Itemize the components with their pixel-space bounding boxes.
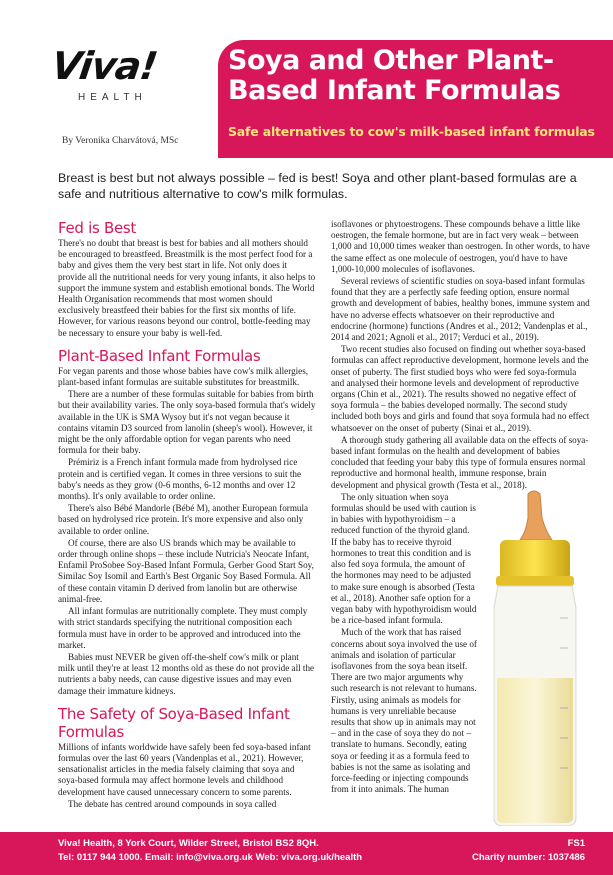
section-heading: The Safety of Soya-Based Infant Formulas xyxy=(58,704,290,741)
paragraph: The only situation when soya formulas should be used with caution is in babies with hypothyroidism – a reduced function of the thyroid gland. If the baby has to receive thyroid hormones to treat this condition and is also fed soya formula, the amount of the hormones may need to be adjusted to make sure enough is absorbed (Testa et al., 2018). Another safe option for a vegan baby with hypothyroidism would be a rice-based infant formula. xyxy=(331,491,477,626)
paragraph: There are a number of these formulas suitable for babies from birth but their availability varies. The only soya-based formula that's widely available in the UK is SMA Wysoy but it's not vegan because it contains vitamin D3 sourced from lanolin (sheep's wool). However, it might be the only affordable option for vegan parents who need formula for their baby. xyxy=(58,389,316,456)
section-safety xyxy=(58,705,316,810)
section-plant-based xyxy=(58,347,316,697)
paragraph: Of course, there are also US brands which may be available to order through online shops – these include Nutricia's Neocate Infant, Enfamil ProSobee Soy-Based Infant Formula, Gerber Good Start Soy, Similac Soy Isomil and Earth's Best Organic Soy Based Formula. All of these contain vitamin D derived from lanolin but are otherwise animal-free. xyxy=(58,537,314,604)
paragraph: For vegan parents and those whose babies have cow's milk allergies, plant-based infant formulas are suitable substitutes for breastmilk. xyxy=(58,365,309,388)
paragraph: isoflavones or phytoestrogens. These compounds behave a little like oestrogen, the female hormone, but are in fact very weak – between 1,000 and 10,000 times weaker than oestrogen. In other words, to have the same effect as one molecule of oestrogen, you'd have to have 1,000-10,000 molecules of isoflavones. xyxy=(331,219,590,274)
footer-charity-number: Charity number: 1037486 xyxy=(472,852,585,863)
paragraph: Two recent studies also focused on finding out whether soya-based formulas can affect reproductive development, hormone levels and the onset of puberty. The first studied boys who were fed soya-formula and analysed their hormone levels and development of reproductive organs (Chin et al., 2021). The results showed no negative effect of soya formula – the babies developed normally. The second study included both boys and girls and found that soya formula had no effect whatsoever on the onset of puberty (Sinai et al., 2019). xyxy=(331,344,590,433)
paragraph: There's no doubt that breast is best for babies and all mothers should be encouraged to breastfeed. Breastmilk is the most perfect food for a baby and gives them the very best start in life. Not only does it provide all the nutritional needs for very young infants, it also helps to support the immune system and establish emotional bonds. The World Health Organisation recommends that most women should exclusively breastfeed their babies for the first six months of life. However, for various reasons beyond our control, bottle-feeding may be necessary to ensure your baby is well-fed. xyxy=(58,238,316,338)
section-fed-is-best xyxy=(58,219,316,339)
paragraph: A thorough study gathering all available data on the effects of soya-based infant formulas on the health and development of babies concluded that feeding your baby this type of formula ensures normal reproductive and hormonal health, immune response, brain development and physical growth (Testa et al., 2018). xyxy=(331,434,589,490)
section-heading: Plant-Based Infant Formulas xyxy=(58,346,261,365)
paragraph: The debate has centred around compounds in soya called xyxy=(68,798,277,809)
section-heading: Fed is Best xyxy=(58,219,136,237)
paragraph: Much of the work that has raised concerns about soya involved the use of animals and isolation of particular isoflavones from the soya bean itself. There are two major arguments why such research is not relevant to humans. Firstly, using animals as models for humans is very unreliable because results that show up in animals may not – and in the case of soya they do not – translate to humans. Secondly, eating soya or feeding it as a formula feed to babies is not the same as isolating and force-feeding or injecting compounds from it into animals. The human xyxy=(331,627,477,795)
baby-bottle-image xyxy=(470,488,600,826)
paragraph: All infant formulas are nutritionally complete. They must comply with strict standards specifying the nutritional composition each formula must have in order to be approved and introduced into the market. xyxy=(58,606,308,650)
footer-contact: Tel: 0117 944 1000. Email: info@viva.org.uk Web: viva.org.uk/health xyxy=(58,852,363,863)
viva-health-logo xyxy=(48,44,170,124)
left-column xyxy=(58,219,316,818)
paragraph: Millions of infants worldwide have safely been fed soya-based infant formulas over the last 60 years (Vandenplas et al., 2021). However, sensationalist articles in the media falsely claiming that soya and soya-based formula may affect hormone levels and childhood development have caused unnecessary concern to some parents. xyxy=(58,741,311,797)
paragraph: Prémiriz is a French infant formula made from hydrolysed rice protein and is certified vegan. It comes in three versions to suit the baby's needs as they grow (0-6 months, 6-12 months and over 12 months). It's only available to order online. xyxy=(58,457,302,502)
footer-address: Viva! Health, 8 York Court, Wilder Street, Bristol BS2 8QH. xyxy=(58,838,319,849)
paragraph: Several reviews of scientific studies on soya-based infant formulas found that they are a perfectly safe feeding option, ensure normal growth and development of babies, healthy bones, immune system and have no adverse effects whatsoever on their reproductive and endocrine (hormone) functions (Andres et al., 2012; Vandenplas et al., 2014 and 2021; Agnoli et al., 2017; Verduci et al., 2019). xyxy=(331,276,590,343)
byline: By Veronika Charvátová, MSc xyxy=(62,136,179,146)
logo-sub: HEALTH xyxy=(78,92,147,103)
paragraph: Babies must NEVER be given off-the-shelf cow's milk or plant milk until they're at least 12 months old as these do not provide all the nutrients a baby needs, can cause digestive issues and may even damage their immature kidneys. xyxy=(58,651,315,696)
logo-brand: Viva! xyxy=(48,44,160,88)
page-title: Soya and Other Plant-Based Infant Formulas xyxy=(228,45,561,106)
footer-code: FS1 xyxy=(567,838,585,849)
paragraph: There's also Bébé Mandorle (Bébé M), another European formula based on hydrolysed rice protein. It's more expensive and also only available to order online. xyxy=(58,503,309,536)
intro-text: Breast is best but not always possible – fed is best! Soya and other plant-based formulas are a safe and nutritious alternative to cow's milk formulas. xyxy=(58,171,577,201)
page-subtitle: Safe alternatives to cow's milk-based infant formulas xyxy=(228,124,595,139)
